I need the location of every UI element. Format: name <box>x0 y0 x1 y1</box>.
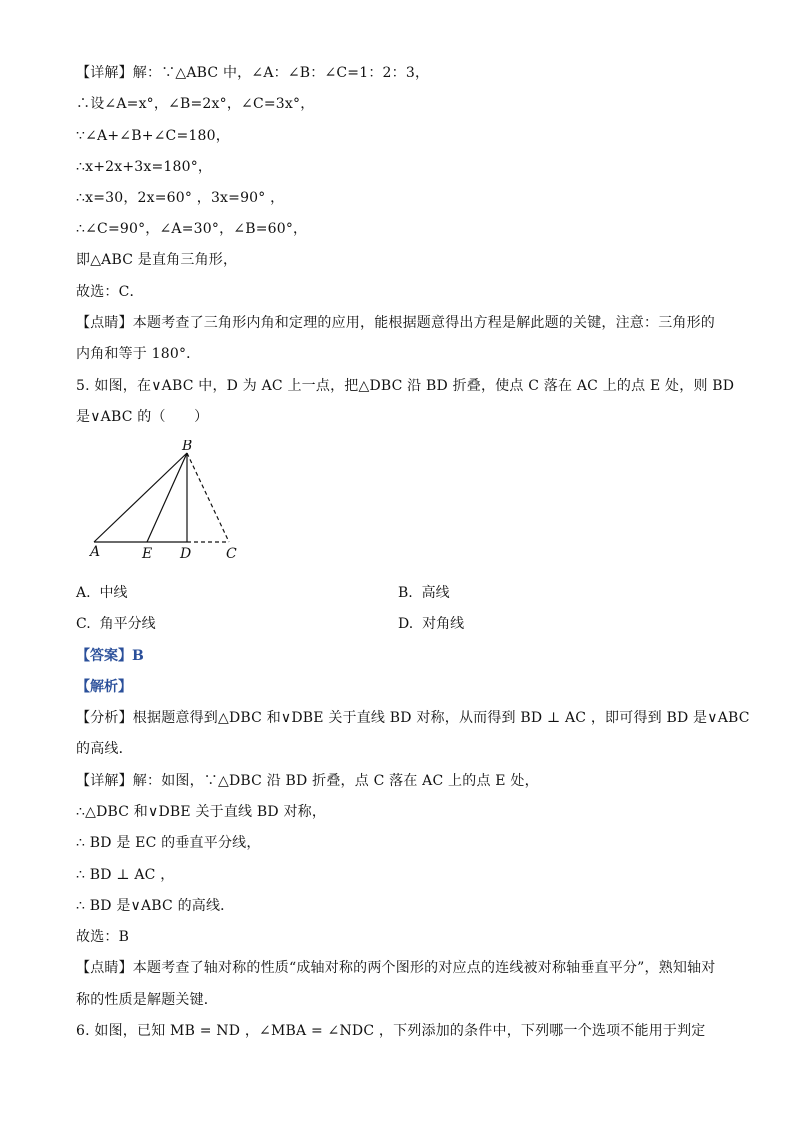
text-line: ∴∠C=90°，∠A=30°，∠B=60°， <box>76 221 308 237</box>
question-5-text: 5. 如图，在∨ABC 中，D 为 AC 上一点，把△DBC 沿 BD 折叠，使点 C 落在 AC 上的点 E 处，则 BD <box>76 378 735 394</box>
question-5-text: 是∨ABC 的（ ） <box>76 409 209 425</box>
analysis-label: 【解析】 <box>76 679 132 695</box>
text-line: ∴ BD ⊥ AC ， <box>76 867 175 883</box>
text-line: ∴ BD 是∨ABC 的高线． <box>76 898 235 914</box>
label-e: E <box>142 546 153 562</box>
text-line: ∴ BD 是 EC 的垂直平分线， <box>76 835 261 851</box>
segment-ab <box>94 453 187 542</box>
text-line: 【详解】解：∵△ABC 中，∠A：∠B：∠C=1：2：3， <box>76 65 430 81</box>
text-line: 【详解】解：如图，∵△DBC 沿 BD 折叠，点 C 落在 AC 上的点 E 处， <box>76 773 539 789</box>
text-line: 【点睛】本题考查了三角形内角和定理的应用，能根据题意得出方程是解此题的关键，注意：三角形的 <box>76 315 715 331</box>
text-line: 即△ABC 是直角三角形， <box>76 252 238 268</box>
text-line: ∴△DBC 和∨DBE 关于直线 BD 对称， <box>76 804 327 820</box>
text-line: ∴x+2x+3x=180°， <box>76 159 213 175</box>
text-line: ∵∠A+∠B+∠C=180， <box>76 128 230 144</box>
option-d[interactable]: D. 对角线 <box>398 616 465 632</box>
label-b: B <box>182 440 193 454</box>
triangle-figure <box>80 440 250 570</box>
text-line: ∴设∠A=x°，∠B=2x°，∠C=3x°， <box>76 96 315 112</box>
segment-bc-dashed <box>187 453 229 542</box>
label-c: C <box>226 546 237 562</box>
text-line: 故选：C． <box>76 284 144 300</box>
option-b[interactable]: B. 高线 <box>398 585 450 601</box>
question-6-text: 6. 如图，已知 MB = ND ，∠MBA = ∠NDC ，下列添加的条件中，下列哪一个选项不能用于判定 <box>76 1023 706 1039</box>
option-c[interactable]: C. 角平分线 <box>76 616 156 632</box>
text-line: 内角和等于 180°． <box>76 346 201 362</box>
text-line: 【分析】根据题意得到△DBC 和∨DBE 关于直线 BD 对称，从而得到 BD ⊥ AC ，即可得到 BD 是∨ABC <box>76 710 750 726</box>
label-d: D <box>180 546 192 562</box>
text-line: 【点睛】本题考查了轴对称的性质“成轴对称的两个图形的对应点的连线被对称轴垂直平分”，熟知轴对 <box>76 960 716 976</box>
text-line: 故选：B <box>76 929 130 945</box>
option-a[interactable]: A. 中线 <box>76 585 128 601</box>
text-line: 的高线． <box>76 741 133 757</box>
text-line: ∴x=30，2x=60° ，3x=90° ， <box>76 190 285 206</box>
text-line: 称的性质是解题关键． <box>76 992 218 1008</box>
label-a: A <box>90 544 101 560</box>
segment-be <box>147 453 187 542</box>
answer-label: 【答案】B <box>76 648 144 664</box>
